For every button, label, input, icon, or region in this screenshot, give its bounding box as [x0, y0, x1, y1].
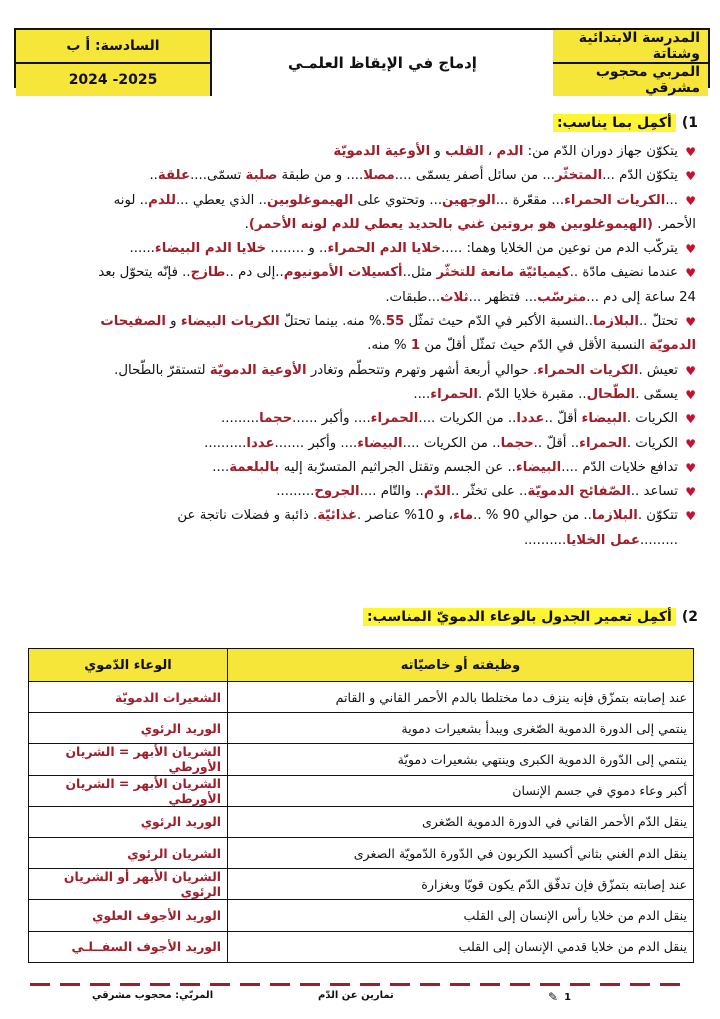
list-item: ♥ تتكوّن .البلازما.. من حوالي 90 % ..ماء، و 10% عناصر .غذائيّة. ذائبة و فضلات ناتجة عن	[20, 504, 696, 528]
footer-page	[548, 990, 571, 1004]
table-row	[29, 900, 694, 931]
function-cell: ينقل الدّم الأحمر القاني في الدورة الدموية الصّغرى	[228, 806, 694, 837]
vessel-cell: الشريان الأبهر = الشريان الأورطي	[29, 744, 228, 775]
table-row	[29, 775, 694, 806]
vessel-table	[28, 648, 694, 963]
section-1-number: 1)	[681, 115, 698, 131]
table-row	[29, 744, 694, 775]
heart-icon: ♥	[685, 460, 696, 475]
list-item: ♥ يسمّى .الطّحال.. مقبرة خلايا الدّم .الحمراء....	[20, 383, 696, 407]
page-number: 1	[564, 991, 572, 1003]
list-item: ♥ الكريات .البيضاء أقلّ ..عددا.. من الكريات ....الحمراء.... وأكبر ......حجما.........	[20, 407, 696, 431]
heart-icon: ♥	[685, 509, 696, 524]
list-item-continuation: .........عمل الخلايا..........	[523, 532, 678, 548]
vessel-cell: الوريد الأجوف السفــلـي	[29, 931, 228, 962]
class-label: السادسة: أ ب	[16, 30, 210, 62]
header-box	[14, 28, 710, 96]
vessel-cell: الشريان الأبهر = الشريان الأورطي	[29, 775, 228, 806]
list-item: ♥ عندما نضيف مادّة ..كيميائيّة مانعة للتخثّر مثل..أكسيلات الأمونيوم..إلى دم ..طازج.. فإنّه يتحوّل بعد	[20, 261, 696, 285]
heart-icon: ♥	[685, 145, 696, 159]
heart-icon: ♥	[685, 169, 696, 184]
function-cell: أكبر وعاء دموي في جسم الإنسان	[228, 775, 694, 806]
function-cell: عند إصابته بتمزّق فإن تدفّق الدّم يكون قويّا وبغزارة	[228, 869, 694, 900]
heart-icon: ♥	[685, 266, 696, 281]
heart-icon: ♥	[685, 315, 696, 330]
list-item: ♥ يتركّب الدم من نوعين من الخلايا وهما: .....خلايا الدم الحمراء.. و ........ خلايا الدم البيضاء......	[20, 237, 696, 261]
col-function-header: وظيفته أو خاصيّاته	[228, 649, 694, 682]
list-item-continuation: الأحمر. (الهيموغلوبين هو بروتين غني بالحديد يعطي للدم لونه الأحمر).	[244, 216, 696, 232]
vessel-cell: الشريان الرئوي	[29, 837, 228, 868]
fill-in-list	[20, 140, 696, 553]
school-year: 2025- 2024	[16, 62, 210, 96]
list-item: ♥ يتكوّن الدّم ...المتخثّر... من سائل أصفر يسمّى ....مصلا.... و من طبقة صلبة تسمّى....علقة..	[20, 164, 696, 188]
heart-icon: ♥	[685, 242, 696, 257]
function-cell: ينتمي إلى الدّورة الدموية الكبرى وينتهي بشعيرات دمويّة	[228, 744, 694, 775]
list-item: ♥ تدافع خلايات الدّم ....البيضاء.. عن الجسم وتقتل الجراثيم المتسرّبة إليه بالبلعمة....	[20, 456, 696, 480]
section-2-number: 2)	[681, 609, 698, 625]
list-item-continuation: الدمويّة النسبة الأقل في الدّم حيث تمثّل أقلّ من 1 % منه.	[367, 338, 696, 354]
vessel-cell: الوريد الرئوي	[29, 713, 228, 744]
table-row	[29, 869, 694, 900]
table-row	[29, 806, 694, 837]
heart-icon: ♥	[685, 387, 696, 402]
section-1-label: أكمِل بما يناسب:	[553, 114, 676, 132]
footer-teacher: المربّي: محجوب مشرقي	[92, 990, 214, 1001]
table-row	[29, 837, 694, 868]
function-cell: ينتمي إلى الدورة الدموية الصّغرى ويبدأ بشعيرات دموية	[228, 713, 694, 744]
vessel-cell: الشعيرات الدمويّة	[29, 682, 228, 713]
vessel-cell: الشريان الأبهر أو الشريان الرئوي	[29, 869, 228, 900]
function-cell: عند إصابته بتمزّق فإنه ينزف دما مختلطا بالدم الأحمر القاني و القاتم	[228, 682, 694, 713]
list-item-continuation: 24 ساعة إلى دم ...مترسّب... فتظهر ...ثلاث...طبقات.	[385, 289, 696, 305]
function-cell: ينقل الدم من خلايا قدمي الإنسان إلى القلب	[228, 931, 694, 962]
section-2-label: أكمِل تعمير الجدول بالوعاء الدمويّ المناسب:	[363, 608, 676, 626]
school-name: المدرسة الابتدائية وشتاتة	[553, 30, 708, 62]
function-cell: ينقل الدم من خلايا رأس الإنسان إلى القلب	[228, 900, 694, 931]
list-item: ♥ الكريات .الحمراء.. أقلّ ..حجما.. من الكريات ....البيضاء.... وأكبر .......عددا..........	[20, 432, 696, 456]
worksheet-title: إدماج في الإيقاظ العلمـي	[212, 30, 553, 96]
header-right	[553, 30, 708, 96]
table-row	[29, 931, 694, 962]
section-2-title	[363, 608, 698, 626]
section-1-title	[553, 114, 698, 132]
list-item: ♥ تساعد ..الصّفائح الدمويّة.. على تخثّر ..الدّم.. والتّام ....الجروح.........	[20, 480, 696, 504]
heart-icon: ♥	[685, 436, 696, 451]
vessel-cell: الوريد الأجوف العلوي	[29, 900, 228, 931]
header-left	[16, 30, 212, 96]
function-cell: ينقل الدم الغني بثاني أكسيد الكربون في الدّورة الدّمويّة الصغرى	[228, 837, 694, 868]
footer-divider	[30, 983, 690, 986]
table-row	[29, 713, 694, 744]
footer-subject: تمارين عن الدّم	[318, 990, 394, 1001]
list-item: ♥ يتكوّن جهاز دوران الدّم من: الدم ، القلب و الأوعية الدمويّة	[20, 140, 696, 164]
list-item: ♥ تعيش .الكريات الحمراء. حوالي أربعة أشهر وتهرم وتتحطّم وتغادر الأوعية الدمويّة لتستقرّ بالطّحال.	[20, 359, 696, 383]
heart-icon: ♥	[685, 485, 696, 500]
vessel-cell: الوريد الرئوي	[29, 806, 228, 837]
teacher-name: المربي محجوب مشرقي	[553, 62, 708, 96]
heart-icon: ♥	[685, 363, 696, 378]
col-vessel-header: الوعاء الدّموي	[29, 649, 228, 682]
heart-icon: ♥	[685, 412, 696, 427]
list-item: ♥ تحتلّ ..البلازما..النسبة الأكبر في الدّم حيث تمثّل 55.% منه. بينما تحتلّ الكريات البيضاء و الصفيحات	[20, 310, 696, 334]
list-item: ♥ ...الكريات الحمراء... مقعّرة ...الوجهين... وتحتوي على الهيموغلوبين.. الذي يعطي ...للدم.. لونه	[20, 189, 696, 213]
heart-icon: ♥	[685, 193, 696, 208]
pencil-icon: ✎	[548, 990, 559, 1004]
table-row	[29, 682, 694, 713]
